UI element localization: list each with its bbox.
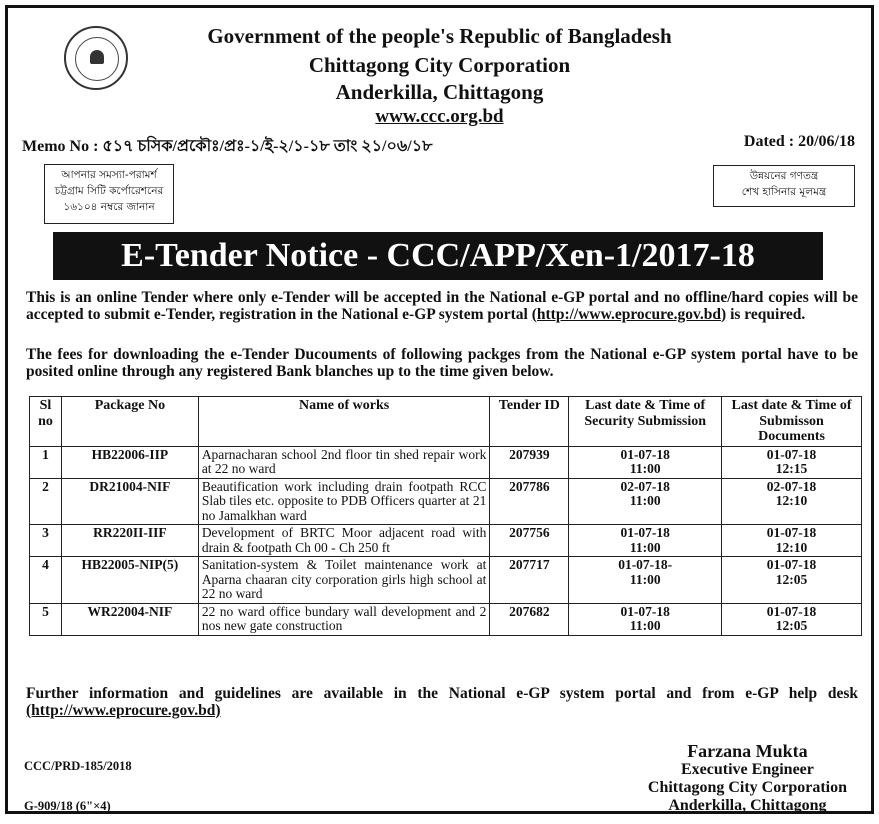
- slogan-right-line: উন্নয়নের গণতন্ত্র: [749, 170, 819, 182]
- slogan-right-line: শেখ হাসিনার মূলমন্ত্র: [741, 186, 827, 198]
- header-government: Government of the people's Republic of Bangladesh: [207, 24, 672, 48]
- slogan-left-line: আপনার সমস্যা-পরামর্শ: [61, 169, 157, 181]
- security-date: 01-07-18: [620, 525, 670, 540]
- ad-size-reference: G-909/18 (6"×4): [24, 799, 111, 813]
- cell-tender-id: 207786: [490, 478, 569, 525]
- security-date: 01-07-18: [620, 603, 670, 619]
- security-time: 11:00: [629, 493, 661, 508]
- table-row: [30, 557, 862, 604]
- cell-document-deadline: [722, 446, 862, 478]
- table-row: [30, 478, 862, 525]
- header-website: www.ccc.org.bd: [375, 106, 504, 127]
- further-info-text: Further information and guidelines are available in the National e-GP system portal and from e-GP help desk: [26, 685, 858, 702]
- cell-work: Development of BRTC Moor adjacent road with drain & footpath Ch 00 - Ch 250 ft: [198, 525, 490, 557]
- cell-security-deadline: [569, 525, 722, 557]
- memo-number: Memo No : ৫১৭ চসিক/প্রকৌঃ/প্রঃ-১/ই-২/১-১৮ তাং ২১/০৬/১৮: [22, 138, 433, 155]
- signatory-title: Executive Engineer: [681, 761, 814, 778]
- eprocure-link[interactable]: (http://www.eprocure.gov.bd): [531, 305, 727, 323]
- document-time: 12:10: [775, 539, 808, 555]
- col-header-security-date: Last date & Time of Security Submission: [569, 397, 722, 447]
- cell-tender-id: 207939: [490, 446, 569, 478]
- cell-document-deadline: [722, 525, 862, 557]
- tender-table: [29, 396, 862, 636]
- col-header-document-date: Last date & Time of Submisson Documents: [722, 397, 862, 447]
- security-time: 11:00: [629, 461, 661, 476]
- slogan-left-line: ১৬১০৪ নম্বরে জানান: [63, 201, 155, 213]
- cell-tender-id: 207682: [490, 603, 569, 635]
- intro-text: This is an online Tender where only e-Tender will be accepted in the National e-GP portal and no offline/hard copies will be accepted to submit e-Tender, registration in the National e-GP system portal: [26, 289, 858, 323]
- document-time: 12:05: [775, 618, 808, 633]
- intro-paragraph: [26, 290, 858, 323]
- document-time: 12:10: [775, 493, 808, 508]
- security-time: 11:00: [629, 539, 661, 555]
- document-date: 02-07-18: [766, 478, 817, 494]
- cell-package: DR21004-NIF: [61, 478, 198, 525]
- signatory-name: Farzana Mukta: [687, 741, 808, 761]
- security-time: 11:00: [629, 618, 661, 633]
- col-header-tender-id: Tender ID: [490, 397, 569, 447]
- prd-reference: CCC/PRD-185/2018: [24, 759, 132, 773]
- cell-package: WR22004-NIF: [61, 603, 198, 635]
- col-header-sl: Sl no: [30, 397, 62, 447]
- slogan-box-left: [44, 164, 174, 224]
- col-header-works: Name of works: [198, 397, 490, 447]
- table-row: [30, 603, 862, 635]
- dated: Dated : 20/06/18: [743, 133, 855, 150]
- eprocure-helpdesk-link[interactable]: (http://www.eprocure.gov.bd): [26, 701, 221, 719]
- cell-package: HB22006-IIP: [61, 446, 198, 478]
- document-date: 01-07-18: [766, 525, 817, 540]
- cell-sl: 1: [30, 446, 62, 478]
- cell-sl: 3: [30, 525, 62, 557]
- security-date: 01-07-18: [620, 446, 670, 462]
- header-corporation: Chittagong City Corporation: [308, 53, 571, 77]
- cell-work: Sanitation-system & Toilet maintenance work at Aparna chaaran city corporation girls high school at 22 no ward: [198, 557, 490, 604]
- col-header-package: Package No: [61, 397, 198, 447]
- signature-block: [648, 741, 847, 815]
- document-date: 01-07-18: [766, 557, 817, 572]
- cell-tender-id: 207717: [490, 557, 569, 604]
- cell-sl: 5: [30, 603, 62, 635]
- cell-work: Aparnacharan school 2nd floor tin shed repair work at 22 no ward: [198, 446, 490, 478]
- table-row: [30, 525, 862, 557]
- signatory-org: Chittagong City Corporation: [647, 779, 847, 796]
- cell-sl: 2: [30, 478, 62, 525]
- document-date: 01-07-18: [766, 446, 817, 462]
- slogan-left-line: চট্টগ্রাম সিটি কর্পোরেশনের: [54, 185, 164, 197]
- cell-work: Beautification work including drain footpath RCC Slab tiles etc. opposite to PDB Officers quarter at 21 no Jamalkhan ward: [198, 478, 490, 525]
- security-date: 02-07-18: [620, 478, 670, 494]
- document-time: 12:15: [775, 461, 808, 476]
- cell-package: HB22005-NIP(5): [61, 557, 198, 604]
- notice-title-banner: E-Tender Notice - CCC/APP/Xen-1/2017-18: [53, 232, 823, 280]
- table-header-row: [30, 397, 862, 447]
- cell-security-deadline: [569, 557, 722, 604]
- cell-work: 22 no ward office bundary wall development and 2 nos new gate construction: [198, 603, 490, 635]
- document-date: 01-07-18: [766, 603, 817, 619]
- table-row: [30, 446, 862, 478]
- cell-document-deadline: [722, 478, 862, 525]
- cell-document-deadline: [722, 557, 862, 604]
- signatory-place: Anderkilla, Chittagong: [668, 797, 827, 814]
- security-date: 01-07-18-: [618, 557, 673, 572]
- cell-package: RR220II-IIF: [61, 525, 198, 557]
- header-address: Anderkilla, Chittagong: [335, 80, 544, 104]
- slogan-box-right: [713, 165, 855, 207]
- cell-document-deadline: [722, 603, 862, 635]
- cell-security-deadline: [569, 478, 722, 525]
- security-time: 11:00: [629, 571, 661, 587]
- document-time: 12:05: [775, 571, 808, 587]
- further-info-paragraph: [26, 686, 858, 719]
- cell-security-deadline: [569, 446, 722, 478]
- fees-paragraph: The fees for downloading the e-Tender Ducouments of following packges from the National e-GP system portal have to be posited online through any registered Bank blanches up to the time given below.: [26, 346, 858, 380]
- cell-tender-id: 207756: [490, 525, 569, 557]
- intro-text-end: is required.: [726, 305, 806, 323]
- cell-security-deadline: [569, 603, 722, 635]
- tender-notice: [5, 5, 874, 814]
- cell-sl: 4: [30, 557, 62, 604]
